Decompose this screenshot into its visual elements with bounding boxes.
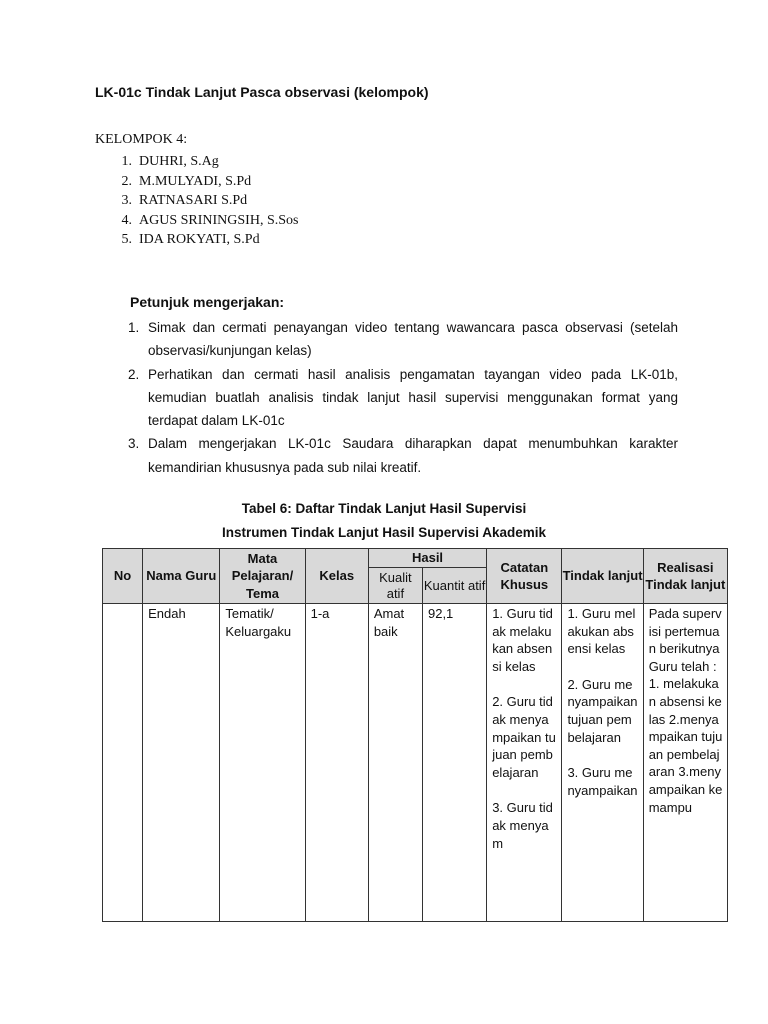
header-hasil: Hasil bbox=[368, 549, 486, 568]
note-item: 1. Guru tidak melakukan absensi kelas bbox=[492, 606, 553, 674]
list-number: 1. bbox=[128, 320, 140, 335]
header-mata-pelajaran: Mata Pelajaran/ Tema bbox=[220, 549, 305, 604]
header-kualitatif: Kualit atif bbox=[368, 568, 422, 604]
note-item: 2. Guru tidak menyampaikan tujuan pembelajaran bbox=[492, 694, 556, 780]
followup-item: 1. Guru melakukan absensi kelas bbox=[567, 606, 636, 657]
cell-kuantitatif: 92,1 bbox=[422, 604, 486, 922]
member-name: AGUS SRININGSIH, S.Sos bbox=[139, 212, 299, 228]
member-name: DUHRI, S.Ag bbox=[139, 154, 219, 169]
header-kuantitatif: Kuantit atif bbox=[422, 568, 486, 604]
note-item: 3. Guru tidak menyam bbox=[492, 800, 553, 851]
header-tindak-lanjut: Tindak lanjut bbox=[562, 549, 643, 604]
list-item bbox=[128, 432, 678, 479]
cell-mata-pelajaran: Tematik/ Keluargaku bbox=[220, 604, 305, 922]
instruction-text: Dalam mengerjakan LK-01c Saudara diharapkan dapat menumbuhkan karakter kemandirian khususnya pada sub nilai kreatif. bbox=[148, 436, 678, 475]
list-item bbox=[95, 211, 298, 231]
list-number: 2. bbox=[128, 366, 140, 382]
instructions-list bbox=[128, 316, 678, 479]
realization-text: Pada supervisi pertemuan berikutnya Guru telah : 1. melakukan absensi kelas 2.menyampaikan tujuan pembelajaran 3.menyampaikan kemampu bbox=[648, 606, 723, 815]
member-name: RATNASARI S.Pd bbox=[139, 193, 248, 208]
supervision-table bbox=[102, 548, 728, 922]
list-number: 3. bbox=[128, 436, 140, 452]
cell-tindak-lanjut bbox=[562, 604, 643, 922]
followup-item: 3. Guru menyampaikan bbox=[567, 765, 638, 798]
cell-no bbox=[103, 604, 143, 922]
list-item bbox=[128, 363, 678, 433]
member-name: IDA ROKYATI, S.Pd bbox=[139, 232, 260, 247]
followup-item: 2. Guru menyampaikan tujuan pembelajaran bbox=[567, 676, 638, 745]
list-number: 3. bbox=[121, 193, 132, 208]
list-number: 1. bbox=[121, 154, 132, 169]
cell-kualitatif: Amat baik bbox=[368, 604, 422, 922]
cell-catatan-khusus bbox=[487, 604, 562, 922]
list-item bbox=[95, 172, 298, 192]
cell-kelas: 1-a bbox=[305, 604, 368, 922]
header-catatan-khusus: Catatan Khusus bbox=[487, 549, 562, 604]
instructions-title: Petunjuk mengerjakan: bbox=[130, 294, 285, 310]
instruction-text: Simak dan cermati penayangan video tentang wawancara pasca observasi (setelah observasi/kunjungan kelas) bbox=[148, 320, 678, 359]
list-item bbox=[95, 191, 298, 211]
table-row bbox=[103, 604, 728, 922]
table-caption: Tabel 6: Daftar Tindak Lanjut Hasil Supervisi bbox=[241, 501, 527, 516]
group-label: KELOMPOK 4: bbox=[95, 132, 188, 147]
header-no: No bbox=[103, 549, 143, 604]
header-realisasi: Realisasi Tindak lanjut bbox=[643, 549, 727, 604]
header-kelas: Kelas bbox=[305, 549, 368, 604]
cell-nama-guru: Endah bbox=[143, 604, 220, 922]
instruction-text: Perhatikan dan cermati hasil analisis pengamatan tayangan video pada LK-01b, kemudian buatlah analisis tindak lanjut hasil supervisi menggunakan format yang terdapat dalam LK-01c bbox=[148, 366, 678, 429]
list-number: 4. bbox=[121, 212, 132, 228]
list-number: 2. bbox=[121, 173, 132, 189]
header-nama-guru: Nama Guru bbox=[143, 549, 220, 604]
list-number: 5. bbox=[121, 232, 132, 247]
list-item bbox=[95, 152, 298, 172]
list-item bbox=[128, 316, 678, 363]
document-title: LK-01c Tindak Lanjut Pasca observasi (kelompok) bbox=[95, 84, 429, 100]
cell-realisasi bbox=[643, 604, 727, 922]
table-subcaption: Instrumen Tindak Lanjut Hasil Supervisi Akademik bbox=[221, 525, 547, 540]
member-list bbox=[95, 152, 298, 250]
member-name: M.MULYADI, S.Pd bbox=[139, 173, 252, 189]
list-item bbox=[95, 230, 298, 250]
